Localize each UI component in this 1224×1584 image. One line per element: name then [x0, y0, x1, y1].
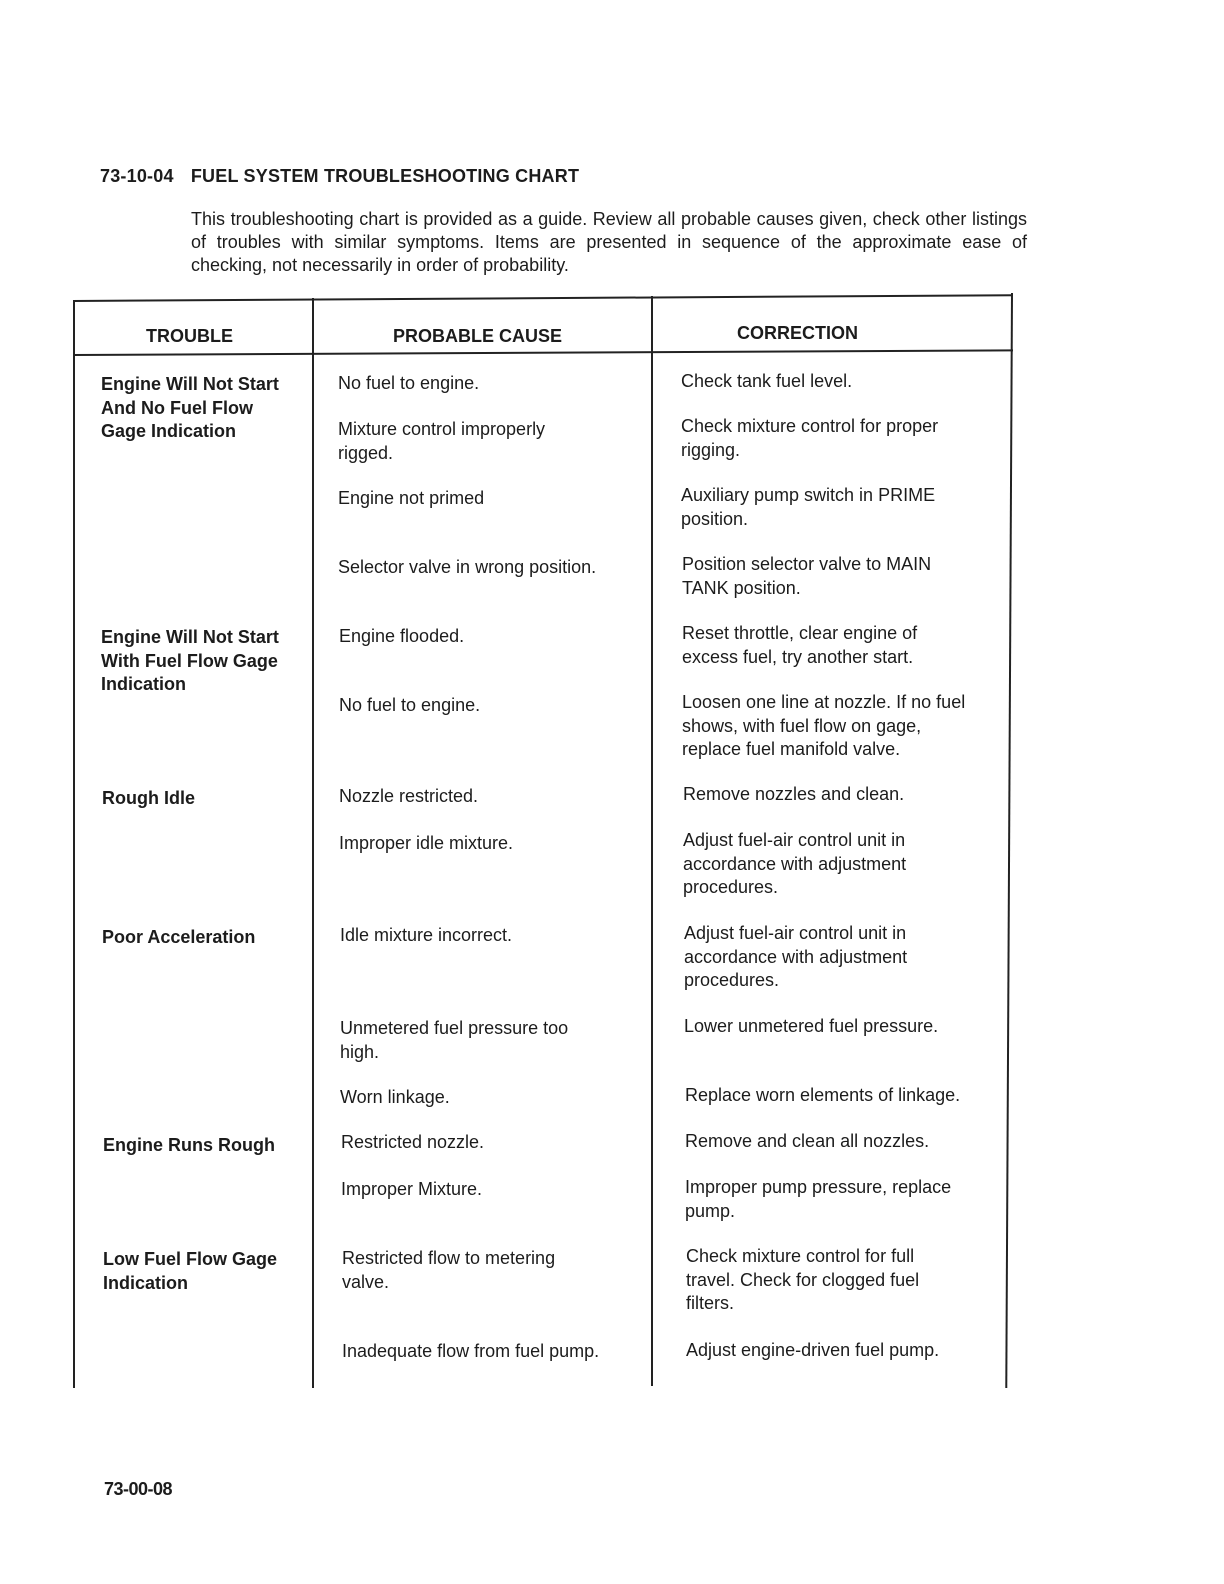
- section-title: FUEL SYSTEM TROUBLESHOOTING CHART: [190, 166, 580, 186]
- correction-item: Lower unmetered fuel pressure.: [684, 1016, 939, 1036]
- correction-item: Adjust fuel-air control unit in accordance with adjustment procedures.: [683, 830, 907, 897]
- table-top-border: [73, 294, 1013, 302]
- cause-item: Improper Mixture.: [341, 1179, 483, 1199]
- correction-item: Auxiliary pump switch in PRIME position.: [681, 485, 936, 529]
- column-divider-2: [651, 296, 653, 1386]
- header-trouble: TROUBLE: [146, 326, 233, 346]
- cause-item: Engine flooded.: [339, 626, 465, 646]
- cause-item: Restricted flow to metering valve.: [342, 1248, 556, 1292]
- cause-item: Mixture control improperly rigged.: [338, 419, 546, 463]
- cause-item: Engine not primed: [338, 488, 485, 508]
- column-divider-1: [312, 298, 314, 1388]
- cause-item: Improper idle mixture.: [339, 833, 514, 853]
- section-heading: [100, 166, 579, 187]
- correction-item: Check mixture control for full travel. Check for clogged fuel filters.: [686, 1246, 920, 1313]
- trouble-item: Rough Idle: [102, 788, 195, 808]
- correction-item: Remove nozzles and clean.: [683, 784, 905, 804]
- trouble-item: Engine Will Not Start And No Fuel Flow Gage Indication: [101, 374, 279, 441]
- correction-item: Replace worn elements of linkage.: [685, 1085, 961, 1105]
- correction-item: Remove and clean all nozzles.: [685, 1131, 930, 1151]
- cause-item: Inadequate flow from fuel pump.: [342, 1341, 600, 1361]
- correction-item: Adjust fuel-air control unit in accordance with adjustment procedures.: [684, 923, 908, 990]
- table-right-border: [1005, 293, 1013, 1388]
- cause-item: Nozzle restricted.: [339, 786, 479, 806]
- cause-item: Unmetered fuel pressure too high.: [340, 1018, 569, 1062]
- header-correction: CORRECTION: [737, 323, 858, 343]
- cause-item: Restricted nozzle.: [341, 1132, 485, 1152]
- trouble-item: Low Fuel Flow Gage Indication: [103, 1249, 278, 1293]
- table-left-border: [73, 300, 75, 1388]
- correction-item: Improper pump pressure, replace pump.: [685, 1177, 952, 1221]
- header-bottom-border: [73, 349, 1013, 356]
- correction-item: Position selector valve to MAIN TANK position.: [682, 554, 932, 598]
- cause-item: Worn linkage.: [340, 1087, 450, 1107]
- trouble-item: Poor Acceleration: [102, 927, 256, 947]
- correction-item: Loosen one line at nozzle. If no fuel shows, with fuel flow on gage, replace fuel manifold valve.: [682, 692, 966, 759]
- correction-item: Adjust engine-driven fuel pump.: [686, 1340, 940, 1360]
- section-number: 73-10-04: [100, 166, 174, 186]
- cause-item: Idle mixture incorrect.: [340, 925, 513, 945]
- intro-paragraph: This troubleshooting chart is provided as a guide. Review all probable causes given, check other listings of troubles with similar symptoms. Items are presented in sequence of the approximate ease of checking, not necessarily in order of probability.: [191, 209, 1027, 275]
- correction-item: Check tank fuel level.: [681, 371, 853, 391]
- cause-item: Selector valve in wrong position.: [338, 557, 597, 577]
- correction-item: Check mixture control for proper rigging.: [681, 416, 939, 460]
- trouble-item: Engine Will Not Start With Fuel Flow Gage Indication: [101, 627, 279, 694]
- cause-item: No fuel to engine.: [339, 695, 481, 715]
- page-number: 73-00-08: [104, 1479, 173, 1499]
- correction-item: Reset throttle, clear engine of excess fuel, try another start.: [682, 623, 918, 667]
- trouble-item: Engine Runs Rough: [103, 1135, 275, 1155]
- header-probable-cause: PROBABLE CAUSE: [393, 326, 563, 346]
- cause-item: No fuel to engine.: [338, 373, 480, 393]
